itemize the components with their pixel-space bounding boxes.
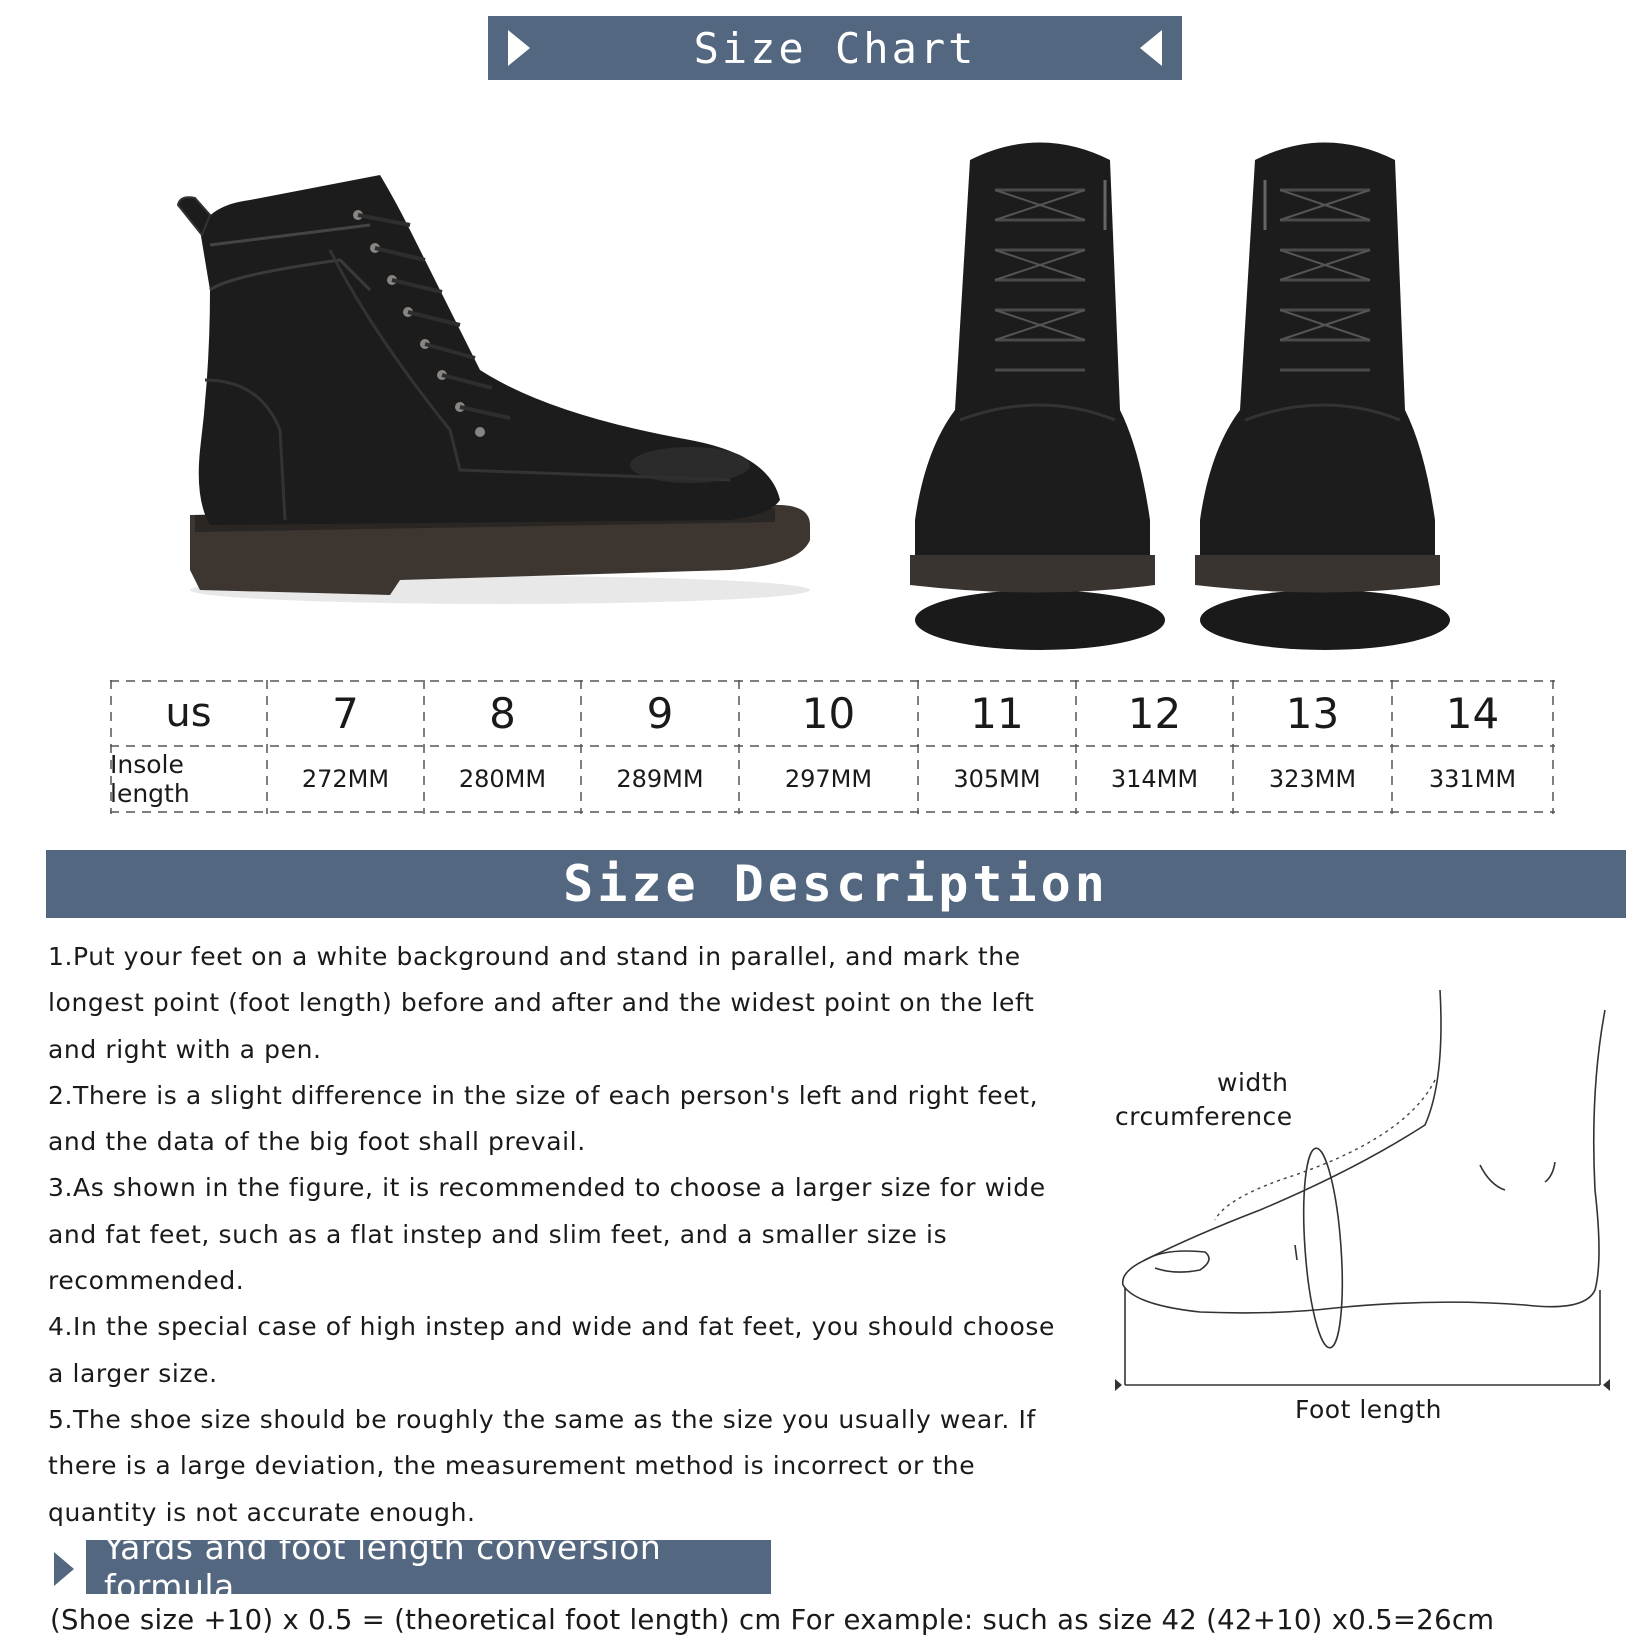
foot-outline-drawing (1105, 990, 1625, 1450)
foot-measurement-diagram (1105, 990, 1625, 1450)
insole-cell: 331MM (1428, 765, 1517, 793)
us-size-label: us (165, 690, 212, 736)
description-line: recommended. (48, 1266, 245, 1296)
arrow-left-icon (1138, 28, 1164, 68)
insole-cell: 289MM (616, 765, 704, 793)
insole-length-label: Insole length (110, 750, 190, 808)
description-line: quantity is not accurate enough. (48, 1497, 476, 1527)
insole-cell: 323MM (1268, 765, 1357, 793)
insole-cell: 314MM (1110, 765, 1199, 793)
description-text (48, 934, 1088, 1536)
size-chart-banner (488, 16, 1182, 80)
description-line: 3.As shown in the figure, it is recommended to choose a larger size for wide (48, 1173, 1046, 1203)
width-label: width (1217, 1068, 1289, 1097)
foot-length-label: Foot length (1295, 1395, 1443, 1424)
size-cell: 8 (489, 688, 516, 738)
description-line: 5.The shoe size should be roughly the same as the size you usually wear. If (48, 1404, 1036, 1434)
size-cell: 13 (1285, 688, 1340, 738)
description-line: and right with a pen. (48, 1034, 322, 1064)
description-line: and fat feet, such as a flat instep and slim feet, and a smaller size is (48, 1219, 948, 1249)
description-line: longest point (foot length) before and after and the widest point on the left (48, 988, 1035, 1018)
description-line: 2.There is a slight difference in the size of each person's left and right feet, (48, 1080, 1039, 1110)
insole-cell: 297MM (784, 765, 873, 793)
insole-cell: 280MM (458, 765, 547, 793)
insole-cell: 272MM (301, 765, 390, 793)
insole-cell: 305MM (953, 765, 1041, 793)
description-line: 1.Put your feet on a white background and stand in parallel, and mark the (48, 942, 1021, 971)
size-description-banner (46, 850, 1626, 918)
formula-header (48, 1528, 788, 1606)
description-line: and the data of the big foot shall prevail. (48, 1127, 586, 1157)
triangle-right-icon (52, 1552, 76, 1586)
size-cell: 14 (1445, 688, 1500, 738)
boot-side-view-image (170, 170, 830, 630)
size-table (110, 680, 1555, 814)
size-cell: 10 (801, 688, 856, 738)
formula-title: Yards and foot length conversion formula (86, 1540, 771, 1594)
arrow-right-icon (506, 28, 532, 68)
size-cell: 9 (646, 688, 674, 738)
circumference-label: crcumference (1115, 1102, 1293, 1131)
page-title: Size Chart (693, 23, 977, 73)
size-cell: 11 (970, 688, 1024, 738)
description-line: a larger size. (48, 1358, 218, 1388)
description-line: 4.In the special case of high instep and wide and fat feet, you should choose (48, 1312, 1056, 1342)
size-cell: 7 (332, 688, 359, 738)
description-line: there is a large deviation, the measurement method is incorrect or the (48, 1451, 976, 1481)
size-cell: 12 (1127, 688, 1182, 738)
section-title: Size Description (563, 855, 1109, 913)
formula-text: (Shoe size +10) x 0.5 = (theoretical foot length) cm For example: such as size 42 (42+10) x0.5=26cm (50, 1604, 1495, 1636)
boots-front-view-image (900, 120, 1480, 660)
